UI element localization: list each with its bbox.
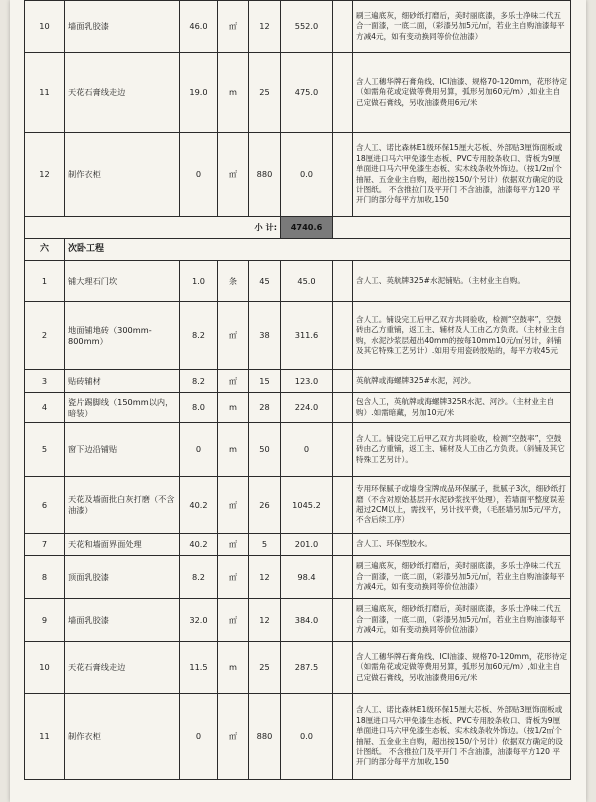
- unit-price: 25: [249, 642, 281, 694]
- unit-price: 28: [249, 393, 281, 423]
- unit: m: [218, 423, 249, 477]
- row-number: 10: [25, 1, 65, 53]
- unit-price: 15: [249, 370, 281, 393]
- amount: 1045.2: [281, 477, 333, 534]
- item-name: 天花石膏线走边: [65, 642, 180, 694]
- amount: 287.5: [281, 642, 333, 694]
- item-name: 铺大理石门坎: [65, 261, 180, 302]
- amount: 98.4: [281, 556, 333, 599]
- blank-cell: [333, 534, 353, 556]
- blank-cell: [333, 599, 353, 642]
- amount: 311.6: [281, 302, 333, 370]
- unit: m: [218, 53, 249, 133]
- table-row: [25, 534, 571, 556]
- remark: 含人工。铺设完工后甲乙双方共同验收，检测“空鼓率”，空鼓砖由乙方重铺，返工主、辅材及人工由乙方负责。（斜铺及其它特殊工艺另计）。: [353, 423, 571, 477]
- blank-cell: [333, 1, 353, 53]
- section-heading-row: [25, 239, 571, 261]
- unit: ㎡: [218, 599, 249, 642]
- table-row: [25, 370, 571, 393]
- blank-cell: [333, 694, 353, 780]
- amount: 0.0: [281, 133, 333, 217]
- row-number: 9: [25, 599, 65, 642]
- table-row: [25, 694, 571, 780]
- item-name: 天花石膏线走边: [65, 53, 180, 133]
- quantity: 40.2: [180, 477, 218, 534]
- table-row: [25, 556, 571, 599]
- row-number: 2: [25, 302, 65, 370]
- unit-price: 12: [249, 1, 281, 53]
- unit: ㎡: [218, 556, 249, 599]
- blank-cell: [333, 423, 353, 477]
- row-number: 3: [25, 370, 65, 393]
- remark: 包含人工，英航牌或海螺牌325R水泥、河沙。（主材业主自购）.如需暗藏，另加10元/米: [353, 393, 571, 423]
- blank-cell: [333, 133, 353, 217]
- row-number: 8: [25, 556, 65, 599]
- remark: 刷三遍底灰，细砂纸打磨后，美时丽底漆，多乐士净味二代五合一面漆，一底二面，（彩漆另加5元/㎡，若业主自购油漆每平方减4元，如有变动换同等价位油漆）: [353, 1, 571, 53]
- unit-price: 50: [249, 423, 281, 477]
- blank-cell: [333, 217, 571, 239]
- unit-price: 26: [249, 477, 281, 534]
- row-number: 4: [25, 393, 65, 423]
- remark: 含人工。铺设完工后甲乙双方共同验收，检测“空鼓率”，空鼓砖由乙方重铺，返工主、辅材及人工由乙方负责。（主材业主自购，水泥沙浆层超出40mm的按每10mm10元/㎡另计，斜铺及其它特殊工艺另计）.如用专用瓷砖胶贴的，每平方收45元: [353, 302, 571, 370]
- unit-price: 12: [249, 556, 281, 599]
- item-name: 制作衣柜: [65, 133, 180, 217]
- remark: 英航牌或海螺牌325#水泥，河沙。: [353, 370, 571, 393]
- amount: 384.0: [281, 599, 333, 642]
- amount: 123.0: [281, 370, 333, 393]
- amount: 201.0: [281, 534, 333, 556]
- remark: 含人工、诺比森林E1级环保15厘大芯板、外部贴3厘饰面板或18厘进口马六甲免漆生态板、PVC专用胶条收口、背板为9厘单面进口马六甲免漆生态板、实木线条收外饰边。（按1/2㎡个抽屉、五金业主自购，超出按150/个另计）依据双方确定的设计图纸。 不含推拉门及平开门 不含油漆，油漆每平方120 平开门的部分每平方加收,150: [353, 133, 571, 217]
- unit: ㎡: [218, 133, 249, 217]
- row-number: 7: [25, 534, 65, 556]
- section-title: 次卧工程: [65, 239, 571, 261]
- unit: m: [218, 642, 249, 694]
- quotation-table: [24, 0, 571, 780]
- table-row: [25, 599, 571, 642]
- unit-price: 38: [249, 302, 281, 370]
- blank-cell: [333, 642, 353, 694]
- table-row: [25, 423, 571, 477]
- blank-cell: [333, 556, 353, 599]
- blank-cell: [333, 370, 353, 393]
- row-number: 11: [25, 694, 65, 780]
- quantity: 0: [180, 694, 218, 780]
- unit: ㎡: [218, 534, 249, 556]
- table-row: [25, 477, 571, 534]
- amount: 552.0: [281, 1, 333, 53]
- table-row: [25, 302, 571, 370]
- unit: m: [218, 393, 249, 423]
- subtotal-label: 小 计:: [25, 217, 281, 239]
- blank-cell: [333, 261, 353, 302]
- quantity: 0: [180, 423, 218, 477]
- unit: ㎡: [218, 1, 249, 53]
- row-number: 5: [25, 423, 65, 477]
- remark: 含人工穗华牌石膏角线、ICI油漆、规格70-120mm，花形待定（如需角花或定做等费用另算，弧形另加60元/m）,如业主自己定做石膏线，另收油漆费用6元/米: [353, 642, 571, 694]
- unit-price: 880: [249, 694, 281, 780]
- item-name: 天花和墙面界面处理: [65, 534, 180, 556]
- remark: 含人工、诺比森林E1级环保15厘大芯板、外部贴3厘饰面板或18厘进口马六甲免漆生态板、PVC专用胶条收口、背板为9厘单面进口马六甲免漆生态板、实木线条收外饰边。（按1/2㎡个抽屉、五金业主自购，超出按150/个另计）依据双方确定的设计图纸。 不含推拉门及平开门 不含油漆，油漆每平方120 平开门的部分每平方加收,150: [353, 694, 571, 780]
- remark: 刷三遍底灰，细砂纸打磨后，美时丽底漆，多乐士净味二代五合一面漆，一底二面，（彩漆另加5元/㎡，若业主自购油漆每平方减4元，如有变动换同等价位油漆）: [353, 599, 571, 642]
- blank-cell: [333, 477, 353, 534]
- quantity: 8.0: [180, 393, 218, 423]
- item-name: 瓷片踢脚线（150mm以内，暗装）: [65, 393, 180, 423]
- unit-price: 12: [249, 599, 281, 642]
- remark: 含人工、环保型胶水。: [353, 534, 571, 556]
- item-name: 墙面乳胶漆: [65, 1, 180, 53]
- amount: 475.0: [281, 53, 333, 133]
- quantity: 19.0: [180, 53, 218, 133]
- table-row: [25, 393, 571, 423]
- table-row: [25, 642, 571, 694]
- remark: 专用环保腻子或墙身宝牌成品环保腻子，批腻子3次，细砂纸打磨（不含对原始基层开水泥砂浆找平处理），若墙面平整度误差超过2CM以上，需找平，另计找平费，（毛胚墙另加5元/平方，不含后续工序）: [353, 477, 571, 534]
- quantity: 11.5: [180, 642, 218, 694]
- quantity: 32.0: [180, 599, 218, 642]
- table-body: [25, 1, 571, 780]
- unit: ㎡: [218, 694, 249, 780]
- item-name: 窗下边沿铺贴: [65, 423, 180, 477]
- item-name: 墙面乳胶漆: [65, 599, 180, 642]
- quantity: 0: [180, 133, 218, 217]
- table-row: [25, 133, 571, 217]
- subtotal-row: [25, 217, 571, 239]
- quantity: 8.2: [180, 370, 218, 393]
- remark: 含人工穗华牌石膏角线、ICI油漆、规格70-120mm，花形待定（如需角花或定做等费用另算，弧形另加60元/m）,如业主自己定做石膏线，另收油漆费用6元/米: [353, 53, 571, 133]
- item-name: 地面铺地砖（300mm-800mm）: [65, 302, 180, 370]
- table-row: [25, 53, 571, 133]
- item-name: 贴砖辅材: [65, 370, 180, 393]
- row-number: 11: [25, 53, 65, 133]
- blank-cell: [333, 302, 353, 370]
- remark: 刷三遍底灰，细砂纸打磨后，美时丽底漆，多乐士净味二代五合一面漆，一底二面，（彩漆另加5元/㎡，若业主自购油漆每平方减4元，如有变动换同等价位油漆）: [353, 556, 571, 599]
- quotation-page: [10, 0, 586, 802]
- table-row: [25, 1, 571, 53]
- row-number: 12: [25, 133, 65, 217]
- quantity: 8.2: [180, 302, 218, 370]
- quantity: 40.2: [180, 534, 218, 556]
- unit-price: 880: [249, 133, 281, 217]
- row-number: 10: [25, 642, 65, 694]
- quantity: 8.2: [180, 556, 218, 599]
- item-name: 顶面乳胶漆: [65, 556, 180, 599]
- unit-price: 5: [249, 534, 281, 556]
- row-number: 1: [25, 261, 65, 302]
- unit-price: 25: [249, 53, 281, 133]
- amount: 224.0: [281, 393, 333, 423]
- item-name: 天花及墙面批白灰打磨（不含油漆）: [65, 477, 180, 534]
- unit: ㎡: [218, 477, 249, 534]
- item-name: 制作衣柜: [65, 694, 180, 780]
- unit: 条: [218, 261, 249, 302]
- amount: 0: [281, 423, 333, 477]
- quantity: 1.0: [180, 261, 218, 302]
- subtotal-value: 4740.6: [281, 217, 333, 239]
- table-row: [25, 261, 571, 302]
- remark: 含人工、英航牌325#水泥铺贴。（主材业主自购。: [353, 261, 571, 302]
- row-number: 6: [25, 477, 65, 534]
- amount: 45.0: [281, 261, 333, 302]
- unit: ㎡: [218, 370, 249, 393]
- amount: 0.0: [281, 694, 333, 780]
- blank-cell: [333, 53, 353, 133]
- section-number: 六: [25, 239, 65, 261]
- unit-price: 45: [249, 261, 281, 302]
- quantity: 46.0: [180, 1, 218, 53]
- blank-cell: [333, 393, 353, 423]
- unit: ㎡: [218, 302, 249, 370]
